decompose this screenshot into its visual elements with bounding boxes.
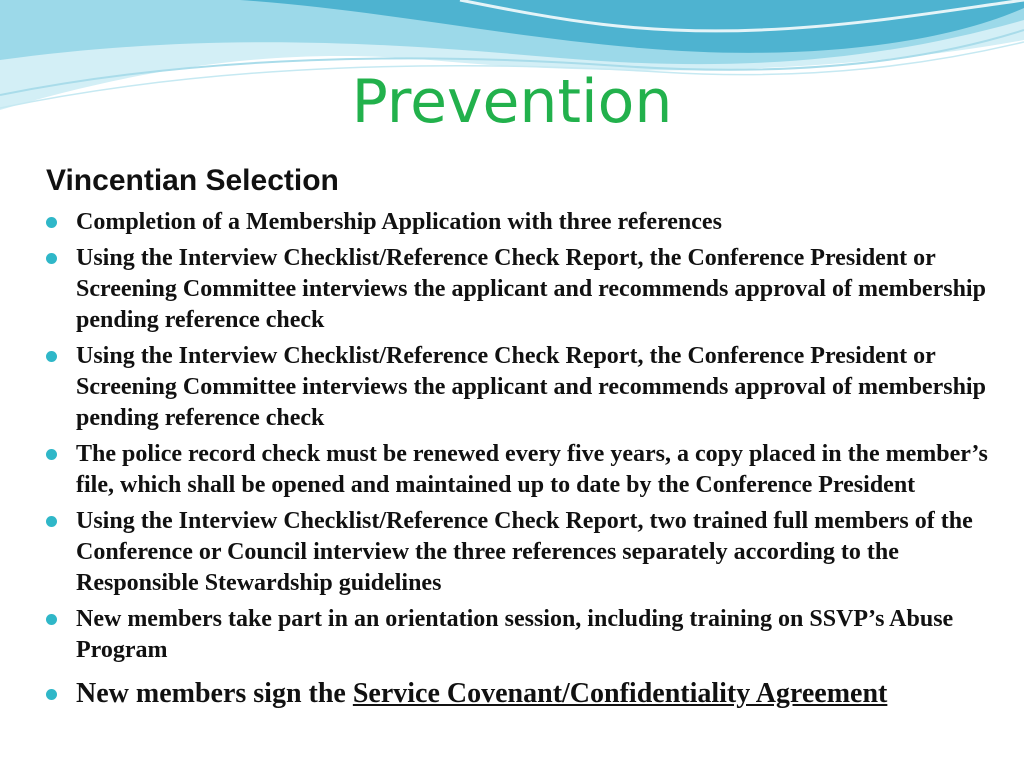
- list-item-text: Using the Interview Checklist/Reference Check Report, the Conference President or Screening Committee interviews the applicant and recommends approval of membership pending reference check: [76, 343, 986, 431]
- list-item: [46, 341, 1006, 434]
- bullet-icon: [46, 351, 57, 362]
- list-item-text: The police record check must be renewed every five years, a copy placed in the member’s file, which shall be opened and maintained up to date by the Conference President: [76, 441, 988, 498]
- agreement-link[interactable]: Service Covenant/Confidentiality Agreement: [352, 678, 888, 709]
- list-item-text: Using the Interview Checklist/Reference Check Report, the Conference President or Screening Committee interviews the applicant and recommends approval of membership pending reference check: [76, 245, 986, 333]
- slide-content: [46, 160, 1006, 712]
- list-item-final: [46, 676, 1006, 712]
- slide-title: Prevention: [351, 67, 673, 137]
- bullet-icon: [46, 689, 57, 700]
- list-item-text: New members take part in an orientation session, including training on SSVP’s Abuse Program: [76, 606, 954, 663]
- bullet-icon: [46, 253, 57, 264]
- section-subtitle: Vincentian Selection: [46, 164, 339, 197]
- list-item: [46, 506, 1006, 599]
- final-item-prefix: New members sign the: [76, 678, 353, 709]
- bullet-icon: [46, 614, 57, 625]
- list-item: [46, 243, 1006, 336]
- bullet-icon: [46, 217, 57, 228]
- list-item: [46, 439, 1006, 501]
- bullet-list: [46, 207, 1006, 712]
- list-item: [46, 207, 1006, 238]
- list-item: [46, 604, 1006, 666]
- list-item-text: Completion of a Membership Application with three references: [76, 209, 722, 235]
- bullet-icon: [46, 516, 57, 527]
- bullet-icon: [46, 449, 57, 460]
- list-item-text: Using the Interview Checklist/Reference Check Report, two trained full members of the Conference or Council interview the three references separately according to the Responsible Stewardship guidelines: [76, 508, 973, 596]
